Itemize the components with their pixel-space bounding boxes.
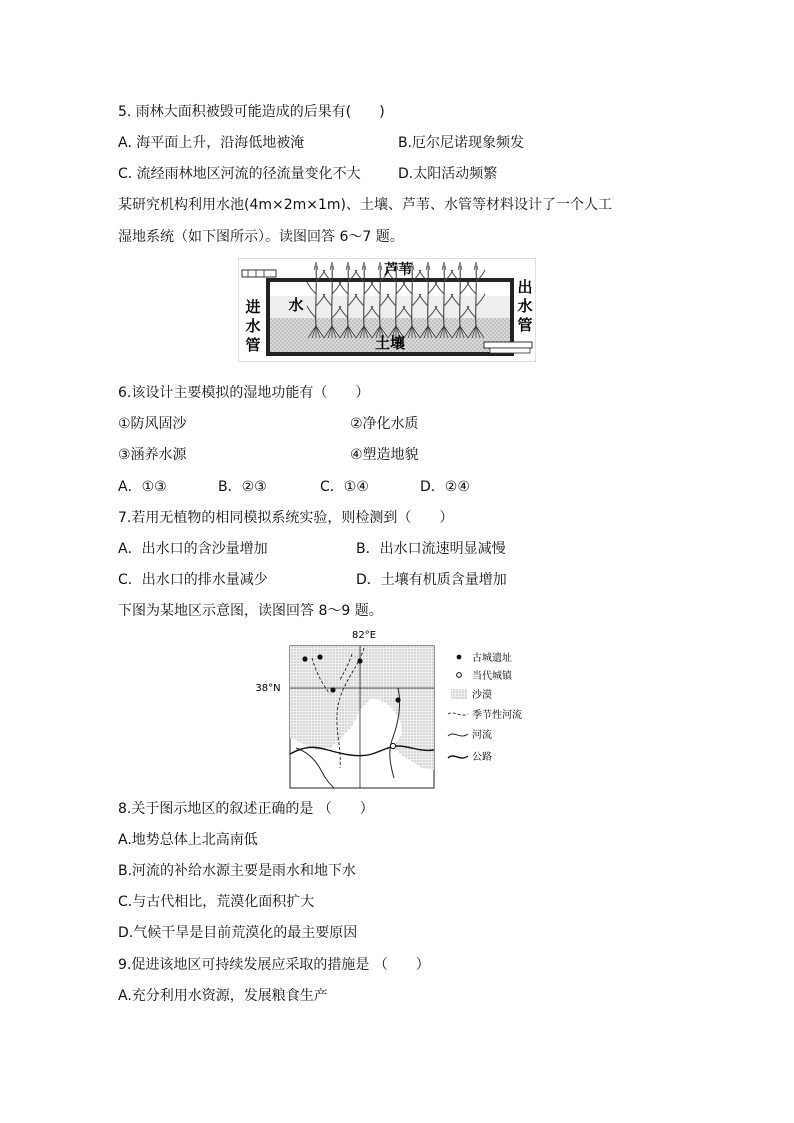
outlet-label-1: 出 [517,278,533,296]
q5-option-a: A. 海平面上升，沿海低地被淹 [118,135,305,151]
inlet-pipe [242,270,276,277]
q7-option-b: B．出水口流速明显减慢 [356,541,506,557]
q6-statement-4: ④塑造地貌 [350,447,419,463]
inlet-label-1: 进 [245,298,261,316]
latitude-label: 38°N [255,683,281,694]
outlet-label-3: 管 [517,316,533,334]
q5-stem: 5. 雨林大面积被毁可能造成的后果有( ) [118,104,385,120]
ancient-city-3 [357,658,362,663]
inlet-label-2: 水 [245,317,261,335]
ancient-city-4 [330,687,335,692]
legend-river: 河流 [472,730,492,741]
ancient-city-5 [395,697,400,702]
outlet-pipe [484,342,532,353]
q7-stem: 7.若用无植物的相同模拟系统实验，则检测到（ ） [118,510,454,526]
legend-seasonal-river-symbol [448,713,468,715]
q5-option-b: B.厄尔尼诺现象频发 [398,135,525,151]
q6-option-b: B．②③ [218,479,267,495]
map-legend [448,651,522,763]
intro-6-7-line2: 湿地系统（如下图所示）。读图回答 6～7 题。 [118,229,404,245]
q6-option-a: A．①③ [118,479,167,495]
q8-option-d: D.气候干旱是目前荒漠化的最主要原因 [118,925,358,941]
legend-desert: 沙漠 [472,690,492,701]
q6-option-c: C．①④ [320,479,369,495]
legend-road: 公路 [472,752,492,763]
q8-stem: 8.关于图示地区的叙述正确的是 （ ） [118,801,374,817]
legend-modern-town: 当代城镇 [472,671,512,682]
q9-option-a: A.充分利用水资源，发展粮食生产 [118,988,328,1004]
ancient-city-1 [302,656,307,661]
inlet-label-3: 管 [245,336,261,354]
q6-option-d: D．②④ [420,479,470,495]
q9-stem: 9.促进该地区可持续发展应采取的措施是 （ ） [118,957,430,973]
legend-ancient-city: 古城遗址 [472,653,512,664]
legend-ancient-city-symbol [457,655,462,660]
ancient-city-2 [317,654,322,659]
modern-town [390,743,395,748]
q7-option-c: C．出水口的排水量减少 [118,572,268,588]
q8-option-b: B.河流的补给水源主要是雨水和地下水 [118,863,357,879]
q6-statement-2: ②净化水质 [350,416,419,432]
intro-8-9: 下图为某地区示意图，读图回答 8～9 题。 [118,603,383,619]
legend-road-symbol [448,756,468,758]
legend-desert-symbol [451,689,467,699]
legend-river-symbol [448,734,468,736]
water-label: 水 [288,296,304,314]
soil-label: 土壤 [374,334,406,352]
q7-option-d: D．土壤有机质含量增加 [356,572,507,588]
region-map [252,628,542,790]
outlet-label-2: 水 [517,297,533,315]
q6-statement-3: ③涵养水源 [118,447,187,463]
q7-option-a: A．出水口的含沙量增加 [118,541,268,557]
legend-seasonal-river: 季节性河流 [472,710,522,721]
q8-option-c: C.与古代相比，荒漠化面积扩大 [118,894,315,910]
q5-option-d: D.太阳活动频繁 [398,166,498,182]
wetland-diagram [238,258,536,362]
longitude-label: 82°E [351,630,377,641]
legend-modern-town-symbol [457,673,462,678]
reed-label: 芦苇 [384,262,412,278]
q8-option-a: A.地势总体上北高南低 [118,832,258,848]
intro-6-7-line1: 某研究机构利用水池(4m×2m×1m)、土壤、芦苇、水管等材料设计了一个人工 [118,197,613,213]
q6-stem: 6.该设计主要模拟的湿地功能有（ ） [118,385,370,401]
q6-statement-1: ①防风固沙 [118,416,187,432]
q5-option-c: C. 流经雨林地区河流的径流量变化不大 [118,166,361,182]
